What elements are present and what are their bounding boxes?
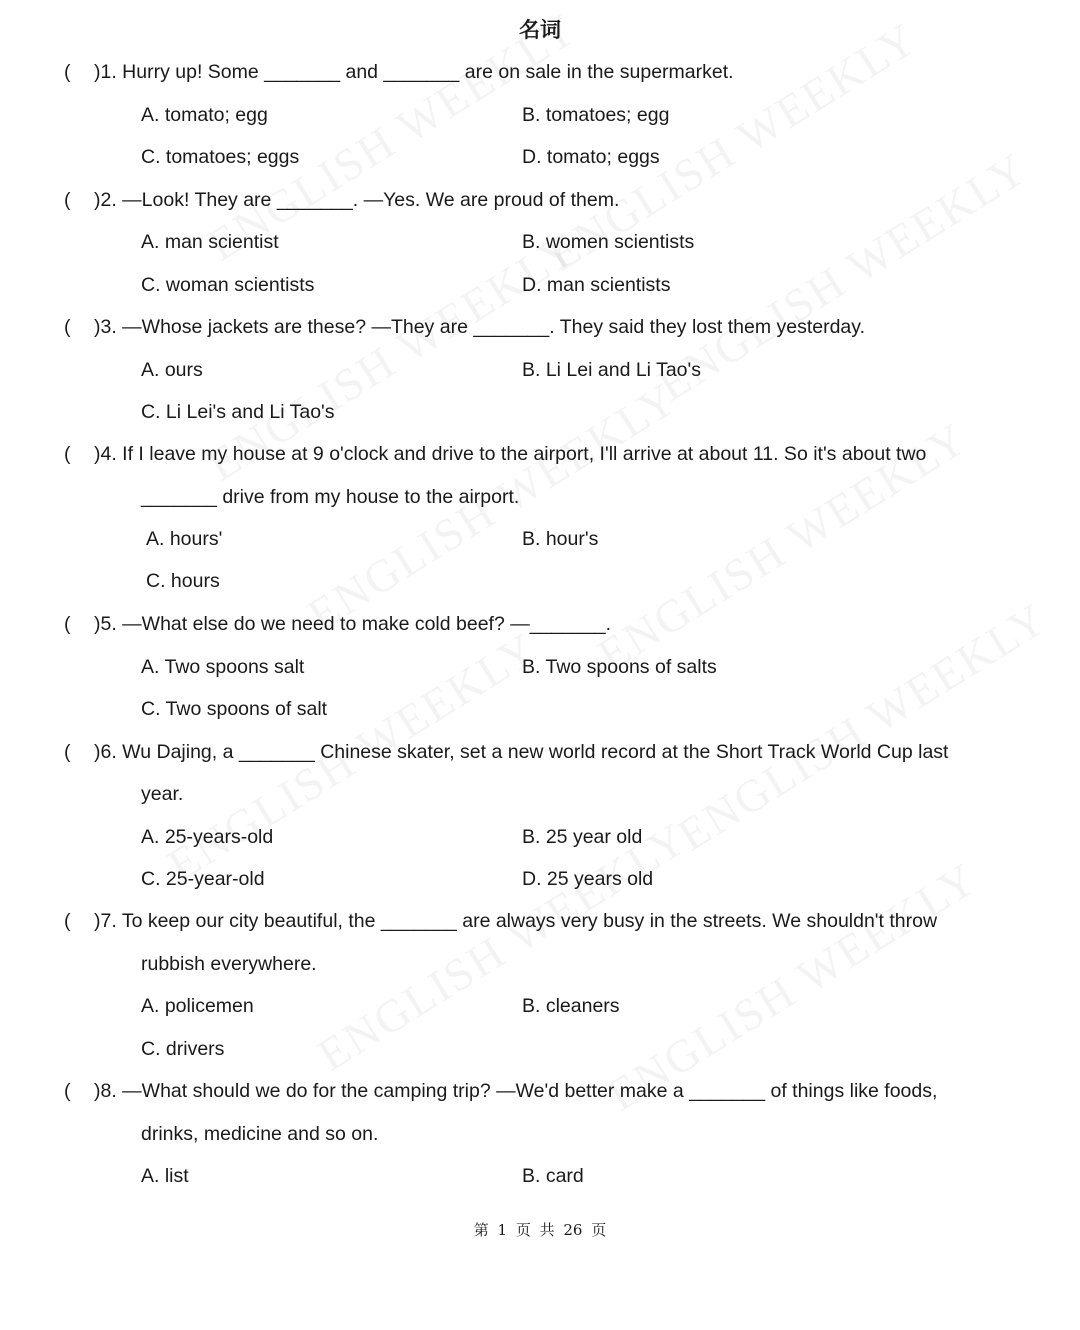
option-a: A. list [141, 1165, 189, 1187]
answer-paren: ( [64, 61, 71, 83]
option-c: C. 25-year-old [141, 868, 265, 890]
option-d: D. tomato; eggs [522, 146, 660, 168]
answer-paren: ( [64, 316, 71, 338]
answer-paren: ( [64, 189, 71, 211]
option-b: B. tomatoes; egg [522, 104, 670, 126]
question-stem-continued: _______ drive from my house to the airport. [141, 486, 520, 508]
option-a: A. policemen [141, 995, 254, 1017]
option-b: B. Two spoons of salts [522, 656, 717, 678]
option-d: D. man scientists [522, 274, 671, 296]
option-c: C. hours [146, 570, 220, 592]
question-stem: )4. If I leave my house at 9 o'clock and drive to the airport, I'll arrive at about 11. So it's about two [94, 443, 927, 465]
question-stem-continued: rubbish everywhere. [141, 953, 317, 975]
option-c: C. Li Lei's and Li Tao's [141, 401, 335, 423]
option-b: B. Li Lei and Li Tao's [522, 359, 701, 381]
question-stem: )5. —What else do we need to make cold beef? —_______. [94, 613, 612, 635]
page-title: 名词 [519, 18, 561, 42]
option-c: C. woman scientists [141, 274, 315, 296]
option-b: B. women scientists [522, 231, 695, 253]
answer-paren: ( [64, 741, 71, 763]
question-stem: )7. To keep our city beautiful, the _______ are always very busy in the streets. We shouldn't throw [94, 910, 938, 932]
option-c: C. drivers [141, 1038, 225, 1060]
watermark [668, 591, 1056, 861]
question-stem: )6. Wu Dajing, a _______ Chinese skater, set a new world record at the Short Track World Cup last [94, 741, 949, 763]
answer-paren: ( [64, 613, 71, 635]
option-c: C. tomatoes; eggs [141, 146, 300, 168]
option-b: B. 25 year old [522, 826, 643, 848]
answer-paren: ( [64, 910, 71, 932]
option-b: B. cleaners [522, 995, 620, 1017]
option-a: A. hours' [146, 528, 223, 550]
option-b: B. card [522, 1165, 584, 1187]
question-stem-continued: year. [141, 783, 184, 805]
option-a: A. man scientist [141, 231, 279, 253]
watermark [648, 141, 1036, 411]
question-stem: )2. —Look! They are _______. —Yes. We are proud of them. [94, 189, 620, 211]
option-b: B. hour's [522, 528, 599, 550]
question-stem-continued: drinks, medicine and so on. [141, 1123, 379, 1145]
option-a: A. ours [141, 359, 203, 381]
question-stem: )8. —What should we do for the camping trip? —We'd better make a _______ of things like foods, [94, 1080, 938, 1102]
page-footer: 第 1 页 共 26 页 [473, 1221, 607, 1239]
option-a: A. tomato; egg [141, 104, 268, 126]
answer-paren: ( [64, 443, 71, 465]
question-stem: )1. Hurry up! Some _______ and _______ are on sale in the supermarket. [94, 61, 734, 83]
answer-paren: ( [64, 1080, 71, 1102]
watermark [308, 811, 696, 1081]
option-a: A. 25-years-old [141, 826, 274, 848]
question-stem: )3. —Whose jackets are these? —They are _______. They said they lost them yesterday. [94, 316, 866, 338]
option-d: D. 25 years old [522, 868, 654, 890]
option-a: A. Two spoons salt [141, 656, 305, 678]
option-c: C. Two spoons of salt [141, 698, 328, 720]
